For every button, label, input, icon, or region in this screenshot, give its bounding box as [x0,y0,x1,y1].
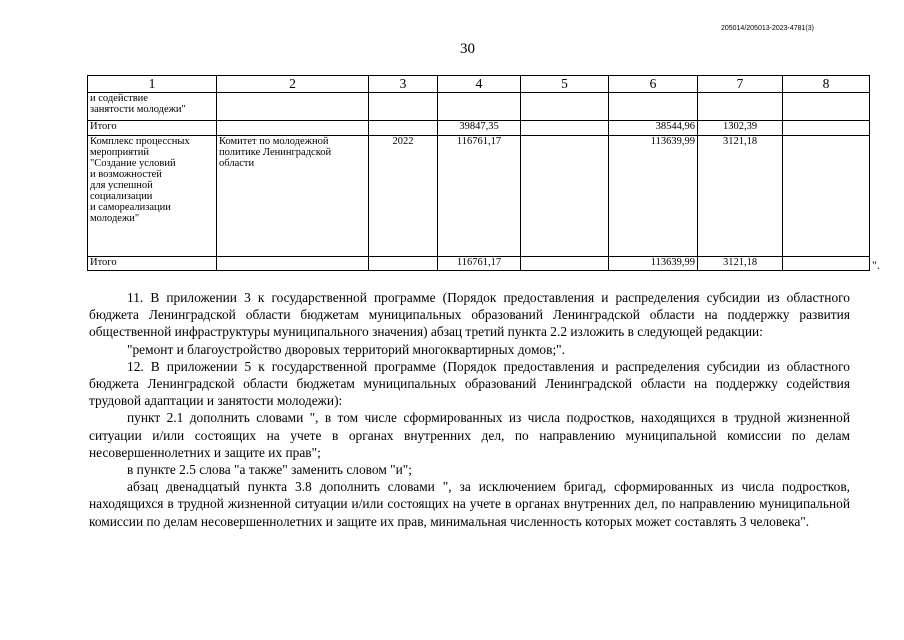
document-body [89,289,850,530]
column-header: 4 [438,76,521,93]
table-cell: 113639,99 [609,257,698,271]
document-code: 205014/205013-2023-4781(3) [720,25,814,32]
table-cell: Итого [88,121,217,136]
table-cell [783,121,870,136]
table-cell: 39847,35 [438,121,521,136]
table-row [88,136,870,257]
table-cell [698,93,783,121]
page-number: 30 [460,41,475,57]
table-cell: 116761,17 [438,257,521,271]
table-cell: 113639,99 [609,136,698,257]
table-cell [783,257,870,271]
table-cell: и содействие занятости молодежи" [88,93,217,121]
table-cell: Комитет по молодежной политике Ленинградской области [217,136,369,257]
table-row [88,93,870,121]
table-cell [521,136,609,257]
table-cell: 38544,96 [609,121,698,136]
table-cell [783,93,870,121]
table-cell [217,257,369,271]
table-cell [217,121,369,136]
budget-table [87,75,870,271]
paragraph-amendment: в пункте 2.5 слова "а также" заменить словом "и"; [127,462,412,478]
table-row [88,257,870,271]
paragraph-quoted-text: "ремонт и благоустройство дворовых территорий многоквартирных домов;". [127,341,565,357]
table-cell: 2022 [369,136,438,257]
table-cell [438,93,521,121]
table-cell [217,93,369,121]
table-header-row [88,76,870,93]
table-cell: 116761,17 [438,136,521,257]
column-header: 7 [698,76,783,93]
table-cell: 1302,39 [698,121,783,136]
table-cell [521,121,609,136]
table-cell [369,121,438,136]
table-cell [369,93,438,121]
column-header: 1 [88,76,217,93]
table-cell: 3121,18 [698,257,783,271]
table-cell: 3121,18 [698,136,783,257]
paragraph-amendment: абзац двенадцатый пункта 3.8 дополнить словами ", за исключением бригад, сформированных из числа подростков, находящихся в трудной жизненной ситуации и/или состоящих на учете в органах внутренних дел, по направлению муниципальной комиссии по делам несовершеннолетних и защите их прав, минимальная численность которых может составлять 3 человека". [89,479,850,529]
table-cell: Комплекс процессных мероприятий "Создание условий и возможностей для успешной социализации и самореализации молодежи" [88,136,217,257]
table-cell [783,136,870,257]
column-header: 5 [521,76,609,93]
column-header: 8 [783,76,870,93]
column-header: 2 [217,76,369,93]
paragraph-amendment: пункт 2.1 дополнить словами ", в том числе сформированных из числа подростков, находящихся в трудной жизненной ситуации и/или состоящих на учете в органах внутренних дел, по направлению муниципальной комиссии по делам несовершеннолетних и защите их прав"; [89,410,850,460]
paragraph-item-12: 12. В приложении 5 к государственной программе (Порядок предоставления и распределения субсидии из областного бюджета Ленинградской области бюджетам муниципальных образований Ленинградской области на поддержку содействия трудовой адаптации и занятости молодежи): [89,358,850,409]
table-cell [369,257,438,271]
table-cell [521,93,609,121]
table-cell: Итого [88,257,217,271]
column-header: 3 [369,76,438,93]
table-cell [521,257,609,271]
paragraph-item-11: 11. В приложении 3 к государственной программе (Порядок предоставления и распределения субсидии из областного бюджета Ленинградской области бюджетам муниципальных образований Ленинградской области на поддержку развития общественной инфраструктуры муниципального значения) абзац третий пункта 2.2 изложить в следующей редакции: [89,290,850,340]
table-cell [609,93,698,121]
table-row [88,121,870,136]
column-header: 6 [609,76,698,93]
table-closing-quote: ". [872,258,880,272]
